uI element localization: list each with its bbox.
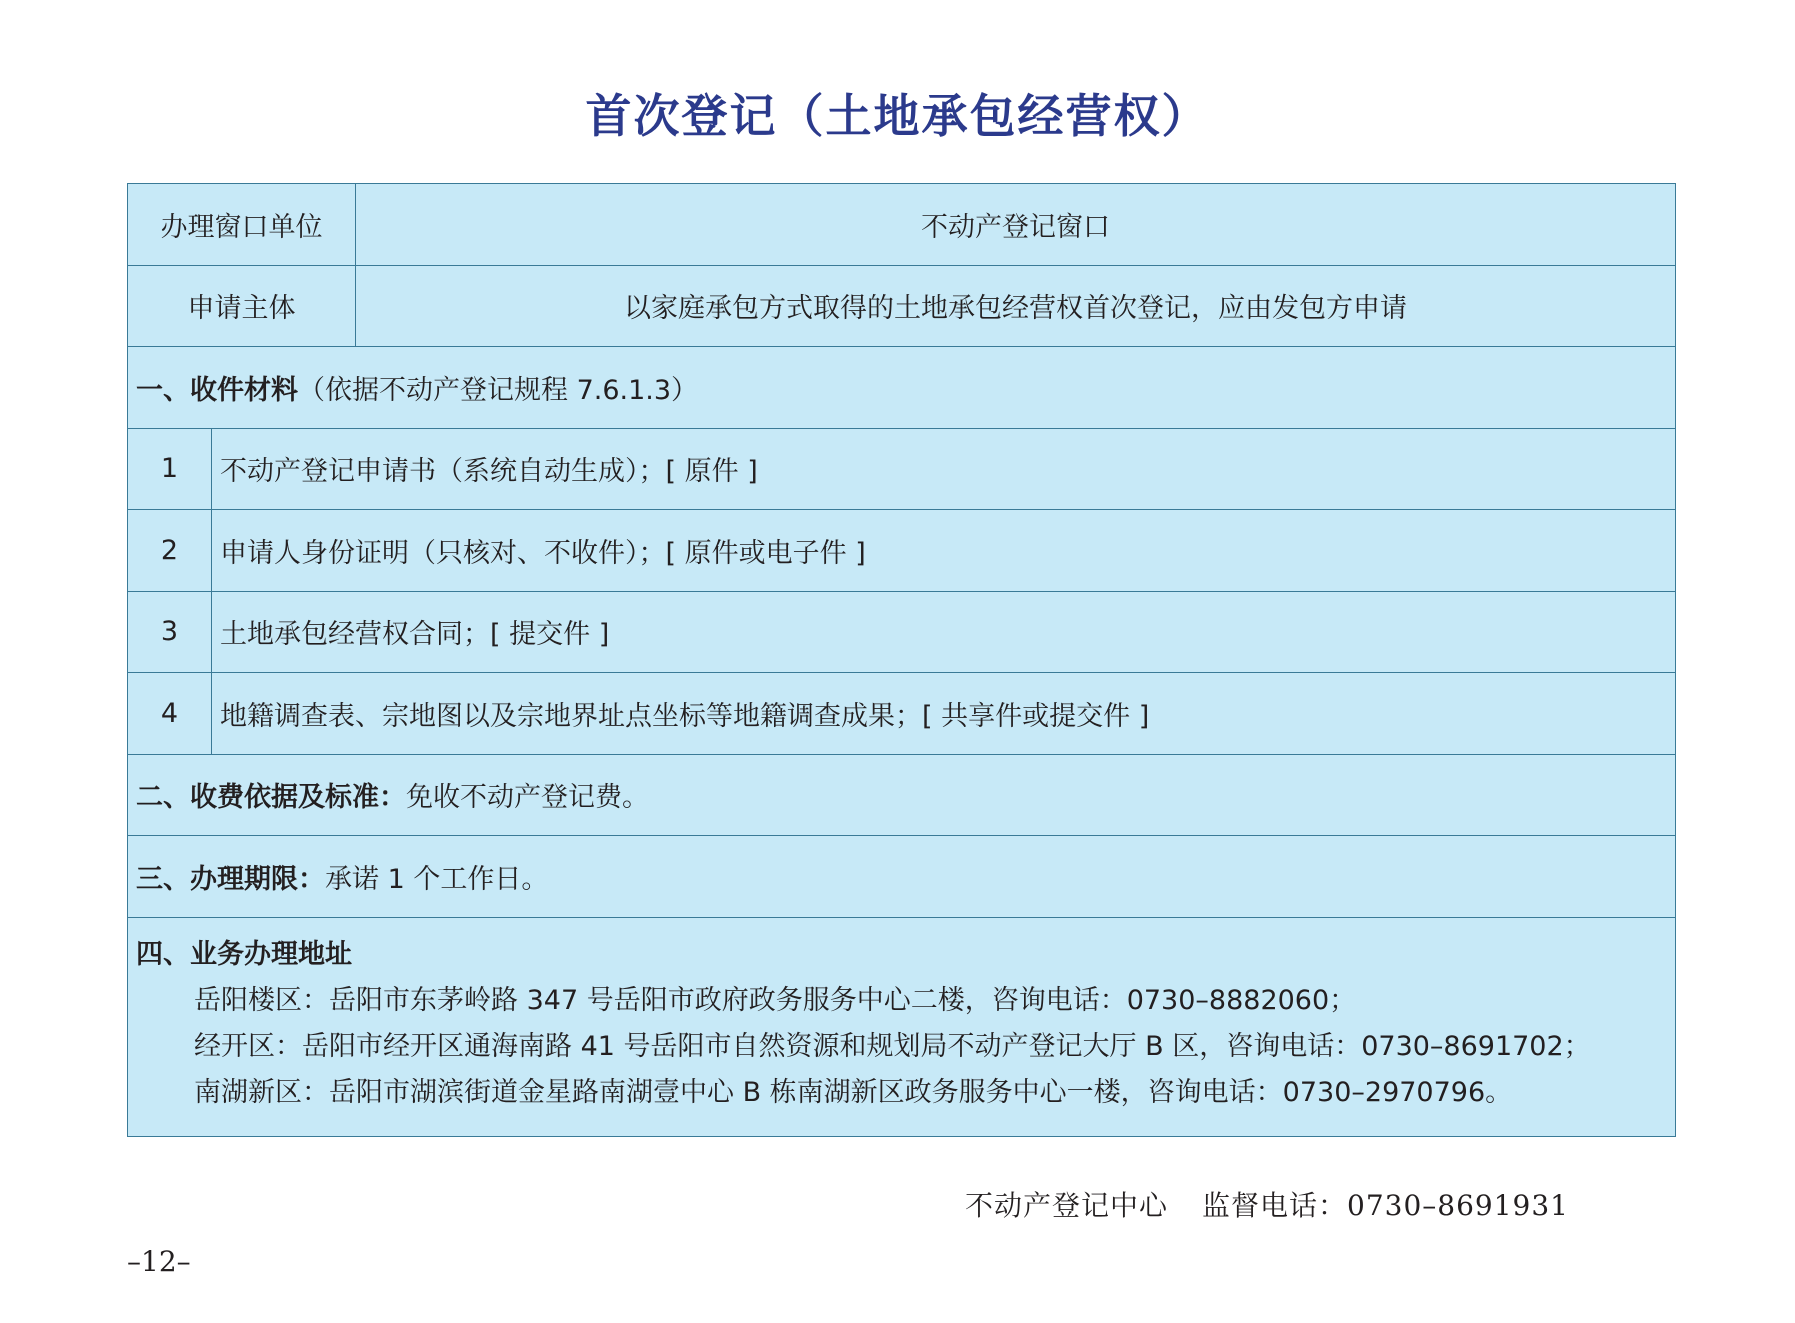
materials-basis: （依据不动产登记规程 7.6.1.3） bbox=[298, 374, 699, 406]
table-row-material-2 bbox=[128, 510, 1676, 592]
deadline-cell bbox=[128, 836, 1676, 918]
page-title: 首次登记（土地承包经营权） bbox=[585, 89, 1210, 143]
footer-supervision-phone: 监督电话：0730–8691931 bbox=[1202, 1189, 1569, 1222]
deadline-heading: 三、办理期限： bbox=[136, 863, 325, 895]
footer-contact bbox=[965, 1184, 1569, 1224]
fee-cell bbox=[128, 754, 1676, 836]
materials-heading: 一、收件材料 bbox=[136, 374, 298, 406]
table-row-window-unit bbox=[128, 184, 1676, 266]
materials-heading-cell bbox=[128, 347, 1676, 429]
material-text: 不动产登记申请书（系统自动生成）；[ 原件 ] bbox=[212, 428, 1676, 510]
address-line-nanhu: 南湖新区：岳阳市湖滨街道金星路南湖壹中心 B 栋南湖新区政务服务中心一楼，咨询电话：0730–2970796。 bbox=[194, 1076, 1513, 1108]
material-number: 2 bbox=[128, 510, 212, 592]
footer-center-name: 不动产登记中心 bbox=[965, 1189, 1169, 1222]
fee-heading: 二、收费依据及标准： bbox=[136, 782, 406, 814]
address-line-yueyanglou: 岳阳楼区：岳阳市东茅岭路 347 号岳阳市政府政务服务中心二楼，咨询电话：0730–8882060； bbox=[194, 984, 1357, 1016]
applicant-label: 申请主体 bbox=[128, 265, 356, 347]
table-row-material-3 bbox=[128, 591, 1676, 673]
material-number: 4 bbox=[128, 673, 212, 755]
table-row-material-4 bbox=[128, 673, 1676, 755]
window-unit-label: 办理窗口单位 bbox=[128, 184, 356, 266]
registration-info-table bbox=[127, 183, 1676, 1137]
table-row-fee bbox=[128, 754, 1676, 836]
material-text: 申请人身份证明（只核对、不收件）；[ 原件或电子件 ] bbox=[212, 510, 1676, 592]
applicant-value: 以家庭承包方式取得的土地承包经营权首次登记，应由发包方申请 bbox=[356, 265, 1676, 347]
material-number: 1 bbox=[128, 428, 212, 510]
material-text: 土地承包经营权合同；[ 提交件 ] bbox=[212, 591, 1676, 673]
table-row-material-1 bbox=[128, 428, 1676, 510]
table-row-address bbox=[128, 917, 1676, 1136]
table-row-deadline bbox=[128, 836, 1676, 918]
material-text: 地籍调查表、宗地图以及宗地界址点坐标等地籍调查成果；[ 共享件或提交件 ] bbox=[212, 673, 1676, 755]
fee-text: 免收不动产登记费。 bbox=[406, 782, 649, 814]
address-cell bbox=[128, 917, 1676, 1136]
window-unit-value: 不动产登记窗口 bbox=[356, 184, 1676, 266]
material-number: 3 bbox=[128, 591, 212, 673]
address-heading: 四、业务办理地址 bbox=[136, 938, 352, 970]
deadline-text: 承诺 1 个工作日。 bbox=[325, 863, 549, 895]
table-row-applicant bbox=[128, 265, 1676, 347]
address-line-jingkai: 经开区：岳阳市经开区通海南路 41 号岳阳市自然资源和规划局不动产登记大厅 B 区，咨询电话：0730–8691702； bbox=[194, 1030, 1591, 1062]
table-row-materials-heading bbox=[128, 347, 1676, 429]
page-number: –12– bbox=[127, 1245, 191, 1278]
